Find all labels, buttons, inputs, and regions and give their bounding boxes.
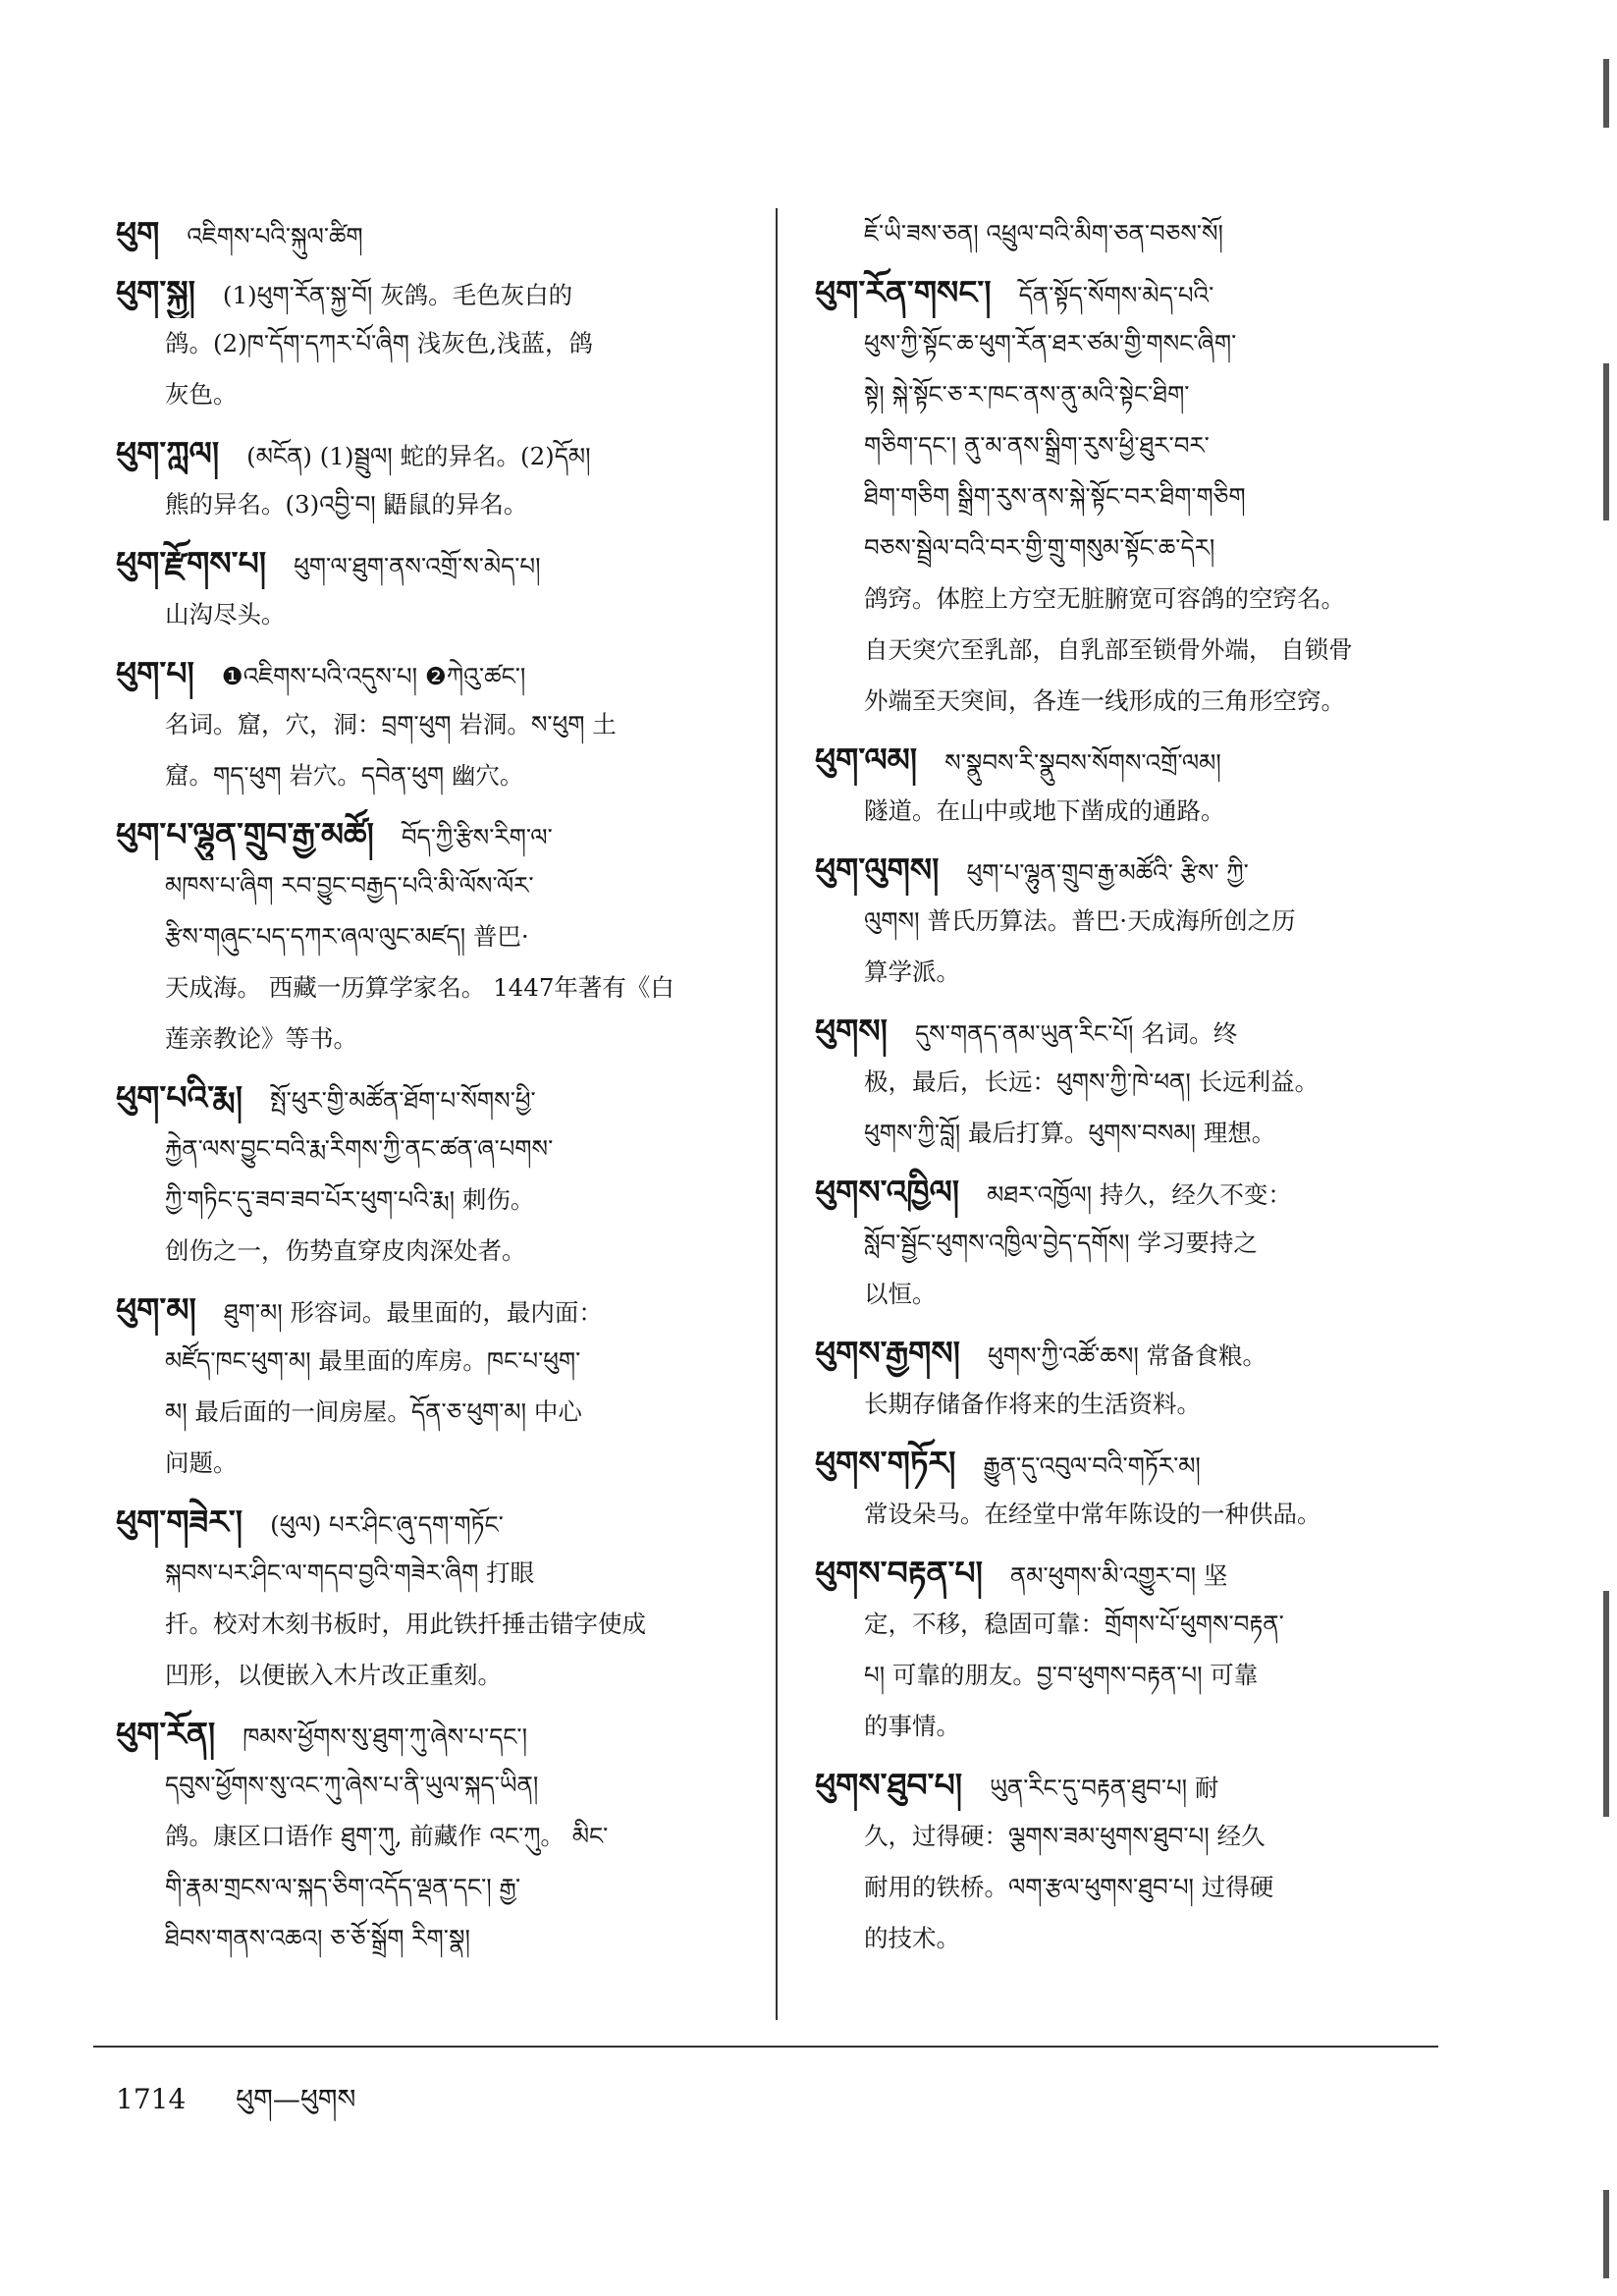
entry-text: 长期存储备作将来的生活资料。 [864,1390,1201,1418]
headword: ཕུག་ལུགས། [815,850,940,889]
entry-text: 极，最后，长远：ཕུགས་ཀྱི་ཁེ་ཕན། 长远利益。 [864,1067,1320,1096]
entry-line [116,1387,754,1438]
entry-text: (1)ཕུག་རོན་སྐྱ་བོ། 灰鸽。毛色灰白的 [222,281,573,309]
entry-line [116,1811,754,1862]
column-divider [776,208,778,2020]
entry-text: ཁམས་ཕྱོགས་སུ་ཐུག་ཀུ་ཞེས་པ་དང་། [243,1722,528,1751]
bottom-rule [93,2046,1438,2048]
headword: ཕུགས་ཐུབ་པ། [815,1766,963,1804]
entry-line [815,574,1453,625]
entry-text: རྩིས་གཞུང་པད་དཀར་ཞལ་ལུང་མཛད། 普巴· [165,922,529,951]
dictionary-entry [116,1709,754,1964]
entry-line [815,947,1453,998]
headword: ཕུག་པ་ལྷུན་གྲུབ་རྒྱ་མཚོ། [116,815,374,853]
entry-line [116,750,754,801]
entry-line [815,369,1453,420]
entry-text: མཐར་འཁྱོལ། 持久，经久不变： [987,1180,1292,1209]
entry-text: ཐིག་གཅིག སྒྲིག་རུས་ནས་སྐེ་སྟོང་བར་ཐིག་གཅིག [864,482,1246,511]
headword: ཕུག་སྐྱ། [116,273,195,311]
dictionary-entry [815,1167,1453,1320]
entry-text: དུས་གནད་ནམ་ཡུན་རིང་པོ། 名词。终 [915,1019,1238,1048]
entry-text: རྐྱེན་ལས་བྱུང་བའི་རྨ་རིགས་ཀྱི་ནང་ཚན་ཞ་པགས་ [165,1134,554,1163]
entry-text: ལུགས། 普氏历算法。普巴·天成海所创之历 [864,906,1296,935]
entry-line [815,896,1453,947]
entry-first-line [815,735,1453,786]
entry-text: 的事情。 [864,1712,960,1740]
entry-text: (མངོན) (1)སྦྲུལ། 蛇的异名。(2)དོམ། [246,442,591,470]
entry-text: ཕུག་པ་ལྷུན་གྲུབ་རྒྱ་མཚོའི་ རྩིས་ ཀྱི་ [966,858,1249,887]
entry-line [116,1336,754,1387]
entry-text: 鸽。康区口语作 ཐུག་ཀུ, 前藏作 འང་ཀུ。 མིང་ [165,1822,609,1850]
entry-text: འཇིགས་པའི་སྐུལ་ཚིག [187,222,363,250]
entry-first-line [116,428,754,479]
entry-text: གི་རྣམ་གྲངས་ལ་སྐད་ཅིག་འདོད་ལྡན་དང་། རྒྱ་ [165,1873,521,1901]
headword: ཕུག་པ། [116,654,194,692]
entry-text: 鸽。(2)ཁ་དོག་དཀར་པོ་ཞིག 浅灰色,浅蓝，鸽 [165,329,594,357]
dictionary-entry [116,208,754,259]
entry-text: ཐུག་མ། 形容词。最里面的，最内面： [223,1298,603,1327]
entry-line [116,1013,754,1065]
entry-line [815,318,1453,369]
entry-text: པ། 可靠的朋友。བྱ་བ་ཕུགས་བརྟན་པ། 可靠 [864,1661,1259,1689]
dictionary-entry [116,1285,754,1489]
entry-text: (ཕུལ) པར་ཤིང་ཞུ་དག་གཏོང་ [270,1510,504,1539]
entry-first-line [815,1167,1453,1218]
right-column [815,208,1453,1972]
page-footer [116,2080,355,2119]
dictionary-entry [815,267,1453,727]
entry-text: སློབ་སྦྱོང་ཕུགས་འཁྱིལ་བྱེད་དགོས། 学习要持之 [864,1229,1258,1257]
margin-mark [1603,59,1609,128]
entry-first-line [815,845,1453,896]
entry-line [116,1548,754,1599]
entry-text: 耐用的铁桥。ལག་རྩལ་ཕུགས་ཐུབ་པ། 过得硬 [864,1873,1274,1901]
entry-line [116,1760,754,1811]
headword: ཕུག་རོན་གསང་། [815,273,992,311]
entry-text: སྟེ། སྐེ་སྟོང་ཅ་ར་ཁང་ནས་ནུ་མའི་སྟེང་ཐིག་ [864,380,1190,409]
entry-text: མཁས་པ་ཞིག རབ་བྱུང་བརྒྱད་པའི་མི་ལོས་ལོར་ [165,871,534,900]
entry-line [116,860,754,911]
entry-text: བོད་ཀྱི་རྩིས་རིག་ལ་ [401,823,553,851]
headword: ཕུག་གཟེར་། [116,1503,243,1541]
dictionary-entry [116,428,754,530]
dictionary-entry [116,1072,754,1277]
headword: ཕུག་རྫོགས་པ། [116,544,267,582]
entry-text: ཐིབས་གནས་འཆའ། ཅ་ཅོ་སྒྲོག རིག་སྣ། [165,1924,470,1952]
entry-line [116,1438,754,1489]
entry-first-line [116,538,754,589]
entry-text: སྤོ་ཕུར་གྱི་མཚོན་ཐོག་པ་སོགས་ཕྱི་ [270,1086,536,1115]
entry-text: 创伤之一，伤势直穿皮肉深处者。 [165,1236,526,1265]
entry-text: ཇོ་ཡི་ཟས་ཅན། འཕྲུལ་བའི་མིག་ཅན་བཅས་སོ། [864,219,1223,247]
dictionary-entry [815,1006,1453,1159]
running-head: ཕུག—ཕུགས [236,2083,356,2115]
entry-line [815,1862,1453,1913]
entry-line [116,1913,754,1964]
headword: ཕུག་པའི་རྨ། [116,1078,243,1117]
entry-line [815,1701,1453,1752]
headword: ཕུགས་གཏོར། [815,1444,956,1482]
entry-line [116,962,754,1013]
entry-line [815,471,1453,522]
entry-text: 天成海。 西藏一历算学家名。 1447年著有《白 [165,973,674,1002]
entry-line [815,522,1453,574]
entry-line [815,1599,1453,1650]
entry-first-line [815,1006,1453,1057]
entry-text: 自天突穴至乳部，自乳部至锁骨外端， 自锁骨 [864,635,1353,664]
entry-text: མཛོད་ཁང་ཕུག་མ། 最里面的库房。ཁང་པ་ཕུག་ [165,1346,581,1375]
entry-line [116,1599,754,1650]
entry-text: ནམ་ཕུགས་མི་འགྱུར་བ། 坚 [1009,1561,1228,1590]
entry-line [116,1226,754,1277]
entry-line [815,1650,1453,1701]
entry-text: ཕུགས་ཀྱི་བློ། 最后打算。ཕུགས་བསམ། 理想。 [864,1119,1276,1147]
entry-line [815,625,1453,676]
entry-text: 问题。 [165,1449,238,1477]
entry-text: 山沟尽头。 [165,600,286,629]
entry-text: ཕུས་ཀྱི་སྟོང་ཆ་ཕུག་རོན་ཐར་ཙམ་གྱི་གསང་ཞིག་ [864,329,1237,357]
entry-text: 莲亲教论》等书。 [165,1024,357,1053]
entry-line [815,420,1453,471]
entry-line [116,1650,754,1701]
entry-text: སྐབས་པར་ཤིང་ལ་གདབ་བྱའི་གཟེར་ཞིག 打眼 [165,1558,535,1587]
entry-text: ས་སྣུབས་རི་སྣུབས་སོགས་འགྲོ་ལམ། [944,748,1221,777]
entry-text: ❶འཇིགས་པའི་འདུས་པ། ❷ཀེའུ་ཚང་། [221,662,526,690]
headword: ཕུགས་འཁྱིལ། [815,1173,960,1211]
entry-first-line [116,809,754,860]
entry-text: 鸽窍。体腔上方空无脏腑宽可容鸽的空窍名。 [864,584,1345,613]
entry-first-line [116,1497,754,1548]
entry-line [116,699,754,750]
dictionary-entry [815,845,1453,998]
entry-text: 隧道。在山中或地下凿成的通路。 [864,796,1225,825]
entry-text: 窟。གད་ཕུག 岩穴。དབེན་ཕུག 幽穴。 [165,761,524,790]
entry-first-line [815,1548,1453,1599]
dictionary-entry [815,208,1453,259]
dictionary-entry [815,1438,1453,1540]
dictionary-entry [116,1497,754,1701]
headword: ཕུག་ལམ། [815,740,918,779]
entry-line [116,911,754,962]
entry-text: ཕུག་ལ་ཐུག་ནས་འགྲོ་ས་མེད་པ། [294,552,541,580]
margin-mark [1603,1591,1609,1817]
entry-text: བཅས་སྦྲེལ་བའི་བར་གྱི་གྲུ་གསུམ་སྟོང་ཆ་དེར། [864,533,1215,562]
entry-line [815,1108,1453,1159]
dictionary-entry [116,809,754,1065]
entry-text: 算学派。 [864,957,960,986]
entry-line [815,1811,1453,1862]
entry-text: ཡུན་རིང་དུ་བརྟན་ཐུབ་པ། 耐 [990,1774,1219,1802]
entry-text: རྒྱུན་དུ་འབུལ་བའི་གཏོར་མ། [983,1451,1201,1480]
page-number: 1714 [116,2083,187,2115]
entry-line [815,1913,1453,1964]
headword: ཕུག [116,214,160,252]
entry-text: ཀྱི་གཏིང་དུ་ཟབ་ཟབ་པོར་ཕུག་པའི་རྨ། 刺伤。 [165,1185,535,1214]
headword: ཕུག་རོན། [116,1715,216,1753]
entry-line [815,1489,1453,1540]
entry-line [116,318,754,369]
entry-line [116,369,754,420]
entry-text: མ། 最后面的一间房屋。དོན་ཅ་ཕུག་མ། 中心 [165,1397,582,1426]
entry-text: 久，过得硬：ལྕགས་ཟམ་ཕུགས་ཐུབ་པ། 经久 [864,1822,1266,1850]
entry-text: 熊的异名。(3)འབྱི་བ། 鼯鼠的异名。 [165,490,528,519]
entry-first-line [116,1072,754,1123]
entry-first-line [116,267,754,318]
entry-line [116,1123,754,1175]
entry-text: གཅིག་དང་། ནུ་མ་ནས་སྒྲིག་རུས་ཕྱི་ཐུར་བར་ [864,431,1210,460]
entry-text: 扦。校对木刻书板时，用此铁扦捶击错字使成 [165,1610,646,1638]
entry-text: 凹形，以便嵌入木片改正重刻。 [165,1661,502,1689]
entry-text: 外端至天突间，各连一线形成的三角形空窍。 [864,686,1345,715]
entry-line [815,676,1453,727]
entry-line [815,1218,1453,1269]
dictionary-entry [116,648,754,801]
entry-line [116,479,754,530]
entry-first-line [815,1328,1453,1379]
left-column [116,208,754,1972]
entry-line [815,786,1453,837]
entry-line [815,1379,1453,1430]
entry-text: དོན་སྟོད་སོགས་མེད་པའི་ [1018,281,1214,309]
entry-first-line [116,1709,754,1760]
dictionary-entry [815,1328,1453,1430]
headword: ཕུགས་རྒྱགས། [815,1334,961,1372]
entry-first-line [815,267,1453,318]
dictionary-entry [815,735,1453,837]
dictionary-entry [116,267,754,420]
headword: ཕུགས། [815,1011,888,1050]
scan-margin-marks [1558,0,1617,2296]
entry-first-line [116,1285,754,1336]
entry-text: 的技术。 [864,1924,960,1952]
headword: ཕུག་མ། [116,1290,196,1329]
entry-first-line [116,208,754,259]
entry-text: དབུས་ཕྱོགས་སུ་འང་ཀུ་ཞེས་པ་ནི་ཡུལ་སྐད་ཡིན། [165,1771,539,1799]
entry-line [815,1057,1453,1108]
headword: ཕུག་ཀླལ། [116,434,220,472]
entry-line [815,1269,1453,1320]
entry-line [116,589,754,640]
entry-text: ཕུགས་ཀྱི་འཚོ་ཆས། 常备食粮。 [988,1341,1267,1370]
entry-line [116,1175,754,1226]
entry-text: 定，不移，稳固可靠：གྲོགས་པོ་ཕུགས་བརྟན་ [864,1610,1284,1638]
dictionary-entry [815,1760,1453,1964]
entry-text: 名词。窟，穴，洞：བྲག་ཕུག 岩洞。ས་ཕུག 土 [165,710,617,738]
dictionary-entry [815,1548,1453,1752]
dictionary-entry [116,538,754,640]
entry-text: 常设朵马。在经堂中常年陈设的一种供品。 [864,1500,1321,1528]
entry-text: 以恒。 [864,1280,937,1308]
entry-first-line [815,1438,1453,1489]
entry-first-line [815,208,1453,259]
headword: ཕུགས་བརྟན་པ། [815,1554,983,1592]
margin-mark [1603,2190,1609,2278]
entry-text: 灰色。 [165,380,238,409]
entry-first-line [116,648,754,699]
margin-mark [1603,363,1609,520]
entry-line [116,1862,754,1913]
entry-first-line [815,1760,1453,1811]
